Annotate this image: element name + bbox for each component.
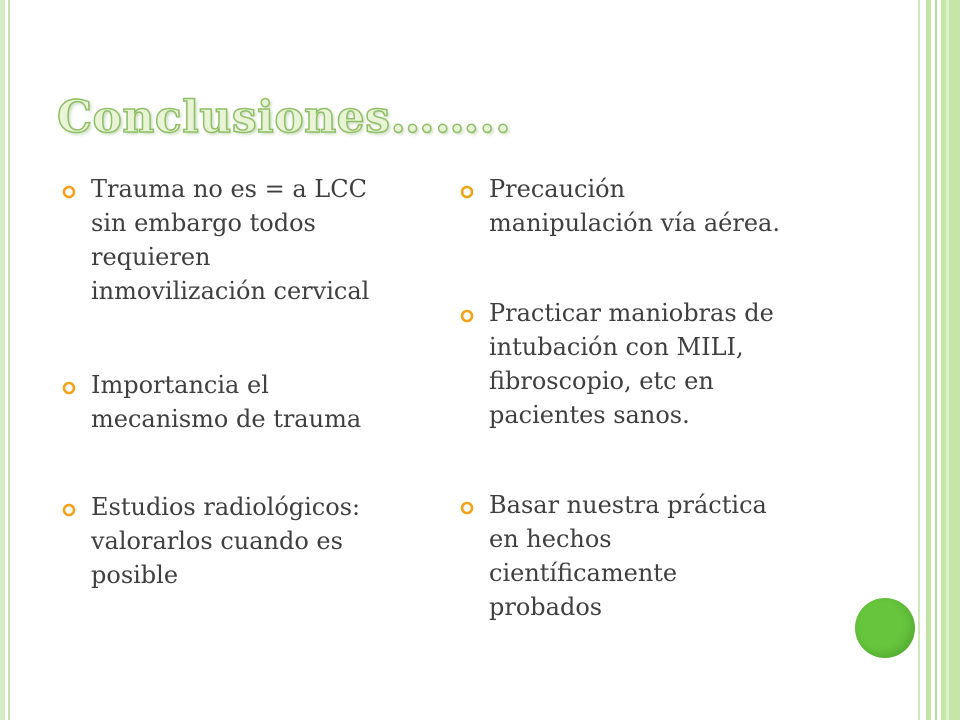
bullet-icon xyxy=(62,381,76,395)
right-accent-stripe xyxy=(935,0,937,720)
right-accent-stripe xyxy=(941,0,960,720)
left-accent-bar xyxy=(0,0,5,720)
bullet-text: Basar nuestra práctica en hechos científicamente probados xyxy=(489,491,767,621)
bullet-icon xyxy=(460,309,474,323)
bullet-text: Precaución manipulación vía aérea. xyxy=(489,175,780,237)
bullet-item xyxy=(460,488,767,624)
slide-title: Conclusiones…….. xyxy=(57,92,512,143)
bullet-item xyxy=(62,368,361,436)
bullet-icon xyxy=(460,501,474,515)
right-accent-stripe xyxy=(946,0,949,720)
bullet-text: Importancia el mecanismo de trauma xyxy=(91,371,362,433)
bullet-text: Estudios radiológicos: valorarlos cuando es posible xyxy=(91,493,361,589)
right-accent-stripe xyxy=(918,0,920,720)
green-circle-decoration xyxy=(855,598,915,658)
bullet-item xyxy=(460,172,780,240)
bullet-icon xyxy=(460,185,474,199)
bullet-item xyxy=(62,172,369,308)
bullet-text: Trauma no es = a LCC sin embargo todos requieren inmovilización cervical xyxy=(91,175,370,305)
bullet-icon xyxy=(62,185,76,199)
bullet-item xyxy=(460,296,774,432)
right-accent-stripe xyxy=(926,0,931,720)
left-accent-line xyxy=(8,0,10,720)
bullet-icon xyxy=(62,503,76,517)
bullet-item xyxy=(62,490,360,592)
bullet-text: Practicar maniobras de intubación con MILI, fibroscopio, etc en pacientes sanos. xyxy=(489,299,774,429)
